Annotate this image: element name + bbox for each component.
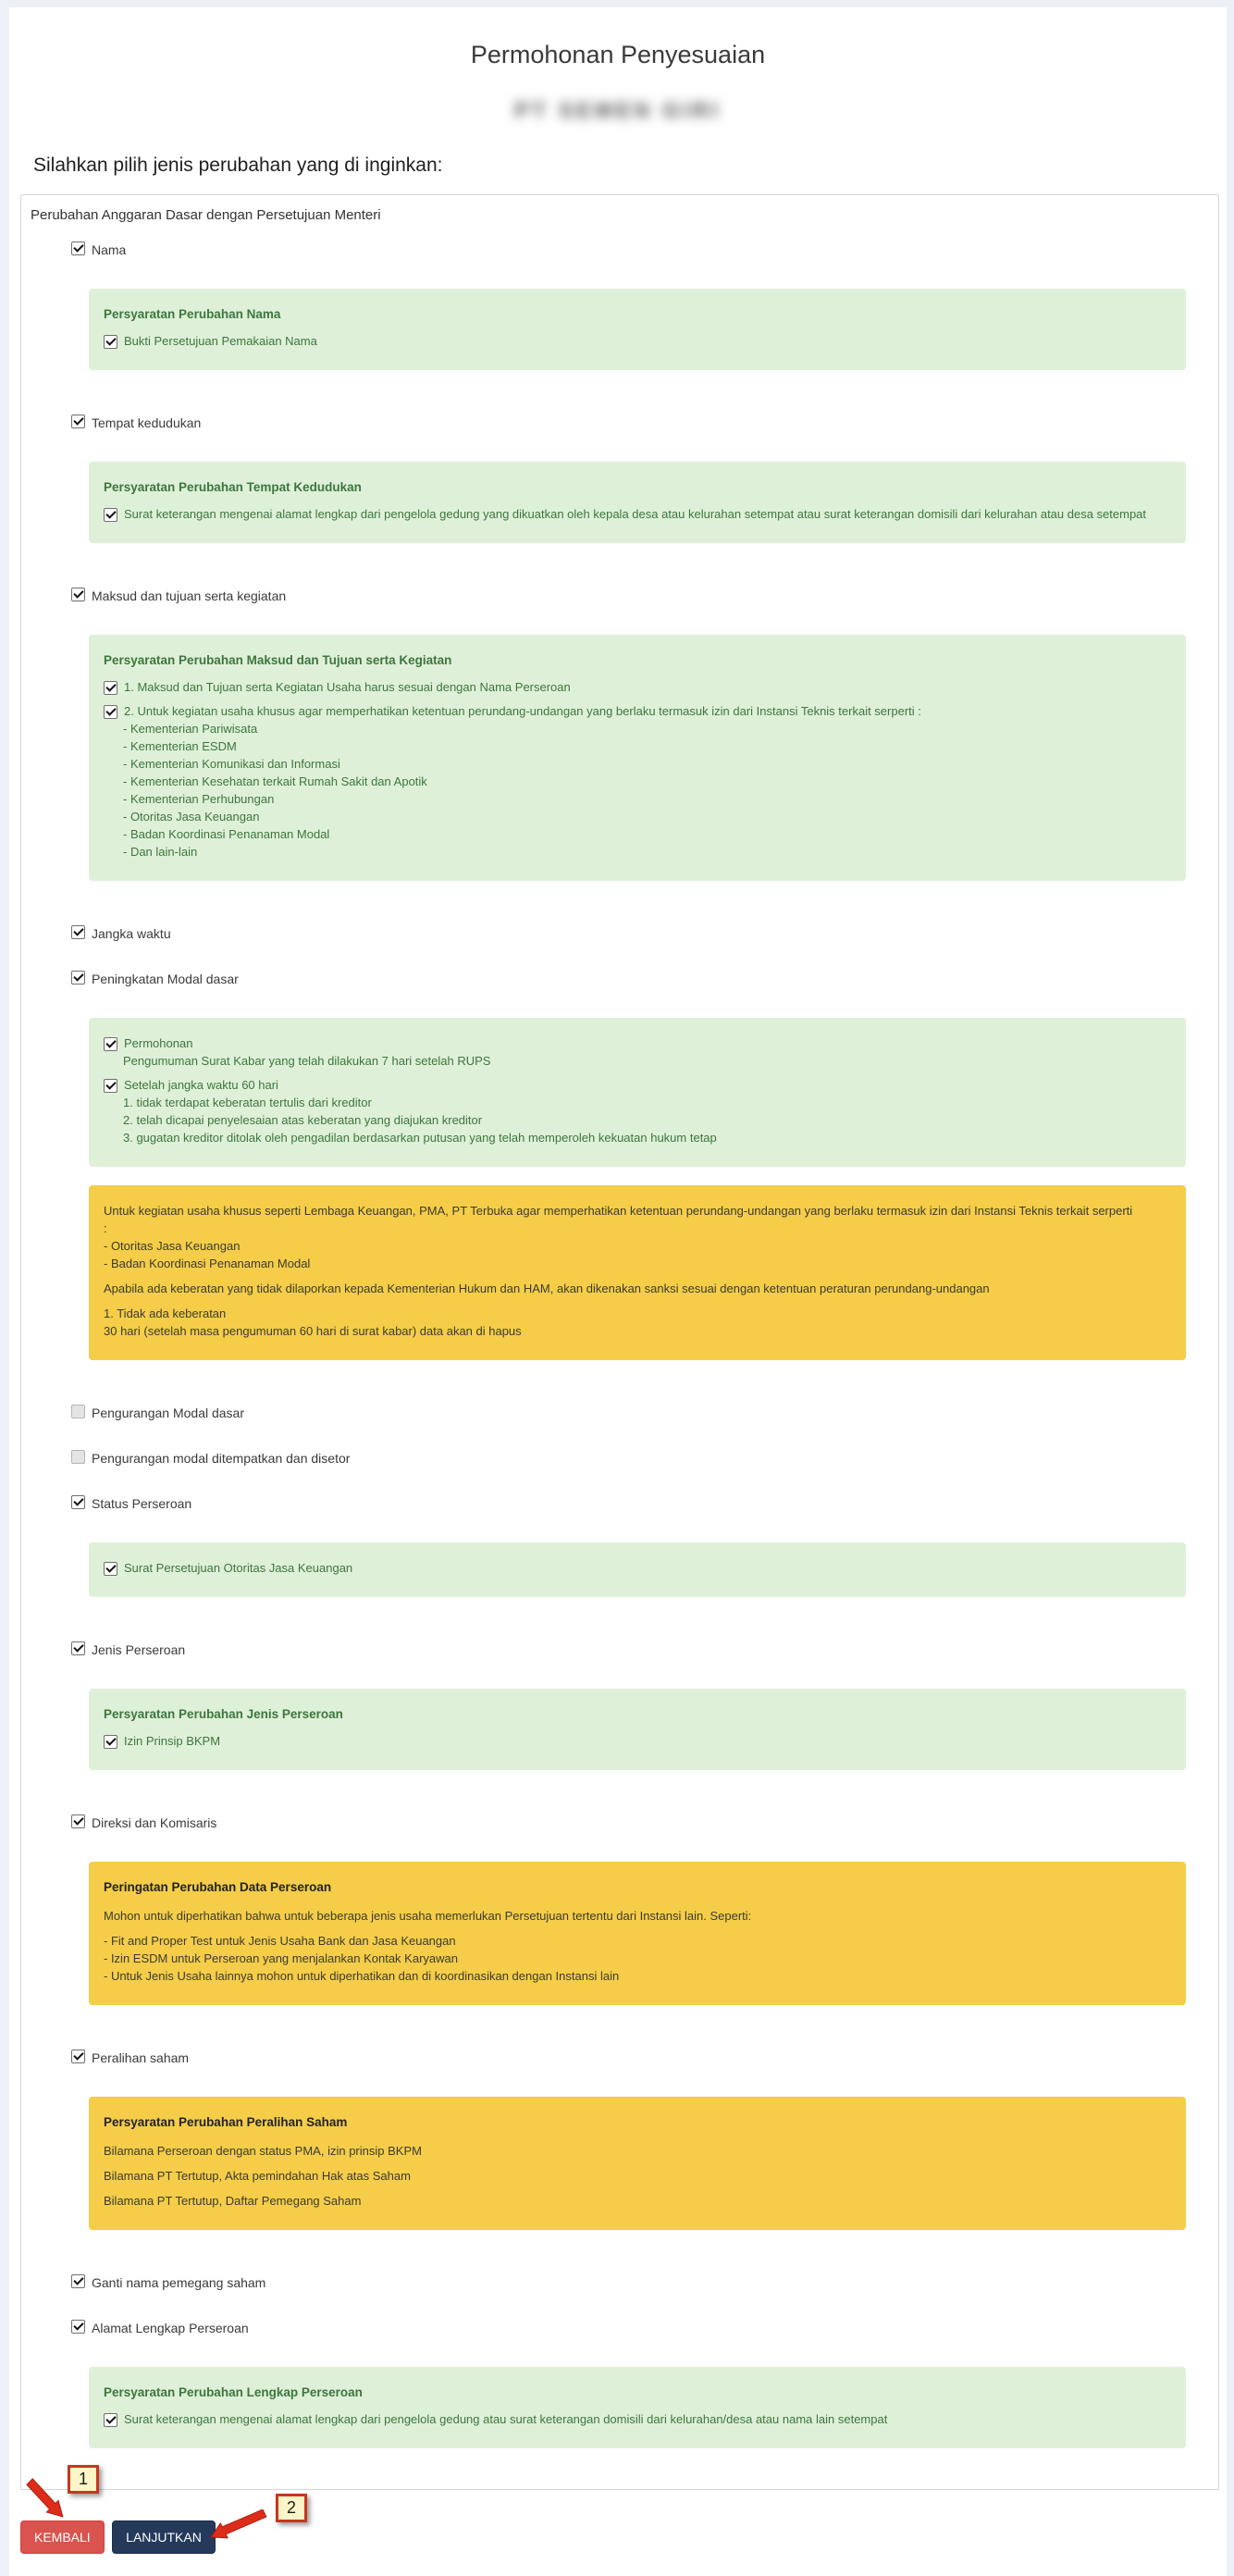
subline: 2. telah dicapai penyelesaian atas keberatan yang diajukan kreditor <box>123 1113 483 1127</box>
checkbox-peralihan-saham[interactable] <box>71 2050 85 2063</box>
subline: - Badan Koordinasi Penanaman Modal <box>123 827 330 841</box>
info-box-persyaratan-perubahan-nama <box>89 289 1186 370</box>
panel-body <box>21 240 1218 2448</box>
checkbox-row-izin-prinsip-bkpm[interactable] <box>104 1732 1177 1750</box>
annotation-arrow-2-icon <box>204 2509 270 2543</box>
checkbox-peningkatan-modal-dasar[interactable] <box>71 971 85 985</box>
checkbox-row-jangka-waktu[interactable] <box>71 923 1218 943</box>
box-lines <box>104 1202 1177 1272</box>
info-box-persyaratan-perubahan-peralihan-saham <box>89 2097 1186 2230</box>
checkbox-jangka-waktu[interactable] <box>71 925 85 939</box>
checkbox-maksud-dan-tujuan-serta-kegiatan[interactable] <box>71 588 85 601</box>
checkbox-row-surat-keterangan-mengenai-alamat-lengkap-d[interactable] <box>104 2410 1177 2428</box>
checkbox-pengurangan-modal-dasar[interactable] <box>71 1405 85 1418</box>
box-line: Untuk kegiatan usaha khusus seperti Lembaga Keuangan, PMA, PT Terbuka agar memperhatikan ketentuan perundang-undangan yang berlaku termasuk izin dari Instansi Teknis terkait serperti <box>104 1204 1133 1218</box>
box-heading-persyaratan-perubahan-nama: Persyaratan Perubahan Nama <box>104 307 281 321</box>
info-box-persyaratan-perubahan-tempat-kedudukan <box>89 462 1186 543</box>
box-line: : <box>104 1221 107 1235</box>
content-card <box>9 7 1227 2576</box>
checkbox-label: 1. Maksud dan Tujuan serta Kegiatan Usaha harus sesuai dengan Nama Perseroan <box>124 680 571 694</box>
checkbox-row-status-perseroan[interactable] <box>71 1493 1218 1513</box>
box-heading-peringatan-perubahan-data-perseroan: Peringatan Perubahan Data Perseroan <box>104 1880 332 1894</box>
checkbox-label: Surat keterangan mengenai alamat lengkap dari pengelola gedung atau surat keterangan domisili dari kelurahan/desa atau nama lain setempat <box>124 2412 888 2426</box>
checkbox-row-2-untuk-kegiatan-usaha-khusus-agar-memperh[interactable] <box>104 702 1177 720</box>
checkbox-row-direksi-dan-komisaris[interactable] <box>71 1813 1218 1832</box>
checkbox-row-alamat-lengkap-perseroan[interactable] <box>71 2318 1218 2337</box>
checkbox-label: Surat keterangan mengenai alamat lengkap dari pengelola gedung yang dikuatkan oleh kepala desa atau kelurahan setempat atau surat keterangan domisili dari kelurahan atau desa setempat <box>124 507 1147 521</box>
annotation-badge-2: 2 <box>276 2494 307 2522</box>
checkbox-row-pengurangan-modal-dasar[interactable] <box>71 1403 1218 1422</box>
annotation-arrow-1-icon <box>22 2476 68 2522</box>
sublines <box>123 720 1177 861</box>
box-heading-persyaratan-perubahan-lengkap-perseroan: Persyaratan Perubahan Lengkap Perseroan <box>104 2385 363 2399</box>
checkbox-row-surat-keterangan-mengenai-alamat-lengkap-d[interactable] <box>104 505 1177 523</box>
checkbox-row-surat-persetujuan-otoritas-jasa-keuangan[interactable] <box>104 1559 1177 1577</box>
checkbox-label: Nama <box>92 242 127 257</box>
checkbox-permohonan[interactable] <box>104 1037 117 1051</box>
info-box-persyaratan-perubahan-jenis-perseroan <box>89 1689 1186 1770</box>
checkbox-row-ganti-nama-pemegang-saham[interactable] <box>71 2273 1218 2292</box>
box-line: 30 hari (setelah masa pengumuman 60 hari di surat kabar) data akan di hapus <box>104 1324 522 1338</box>
box-heading-persyaratan-perubahan-tempat-kedudukan: Persyaratan Perubahan Tempat Kedudukan <box>104 480 362 494</box>
checkbox-label: Maksud dan tujuan serta kegiatan <box>92 588 287 603</box>
checkbox-setelah-jangka-waktu-60-hari[interactable] <box>104 1079 117 1093</box>
box-paragraph: Bilamana PT Tertutup, Daftar Pemegang Saham <box>104 2194 362 2208</box>
checkbox-label: Jangka waktu <box>92 926 171 941</box>
info-box-persyaratan-perubahan-lengkap-perseroan <box>89 2367 1186 2448</box>
box-paragraph: Apabila ada keberatan yang tidak dilaporkan kepada Kementerian Hukum dan HAM, akan dikenakan sanksi sesuai dengan ketentuan peraturan perundang-undangan <box>104 1282 990 1295</box>
box-heading-persyaratan-perubahan-jenis-perseroan: Persyaratan Perubahan Jenis Perseroan <box>104 1707 343 1721</box>
page-title: Permohonan Penyesuaian <box>470 41 766 68</box>
checkbox-row-permohonan[interactable] <box>104 1034 1177 1052</box>
subline: Pengumuman Surat Kabar yang telah dilakukan 7 hari setelah RUPS <box>123 1054 491 1068</box>
sublines <box>123 1094 1177 1146</box>
checkbox-nama[interactable] <box>71 242 85 255</box>
checkbox-row-pengurangan-modal-ditempatkan-dan-disetor[interactable] <box>71 1448 1218 1468</box>
checkbox-label: Status Perseroan <box>92 1496 192 1511</box>
checkbox-label: Pengurangan Modal dasar <box>92 1406 245 1420</box>
changes-panel <box>20 194 1219 2490</box>
box-paragraph: Bilamana PT Tertutup, Akta pemindahan Hak atas Saham <box>104 2169 411 2183</box>
checkbox-label: Pengurangan modal ditempatkan dan disetor <box>92 1451 351 1466</box>
panel-heading: Perubahan Anggaran Dasar dengan Persetujuan Menteri <box>31 207 381 223</box>
info-box-note-8 <box>89 1018 1186 1167</box>
checkbox-label: Surat Persetujuan Otoritas Jasa Keuangan <box>124 1561 353 1575</box>
box-paragraph: Mohon untuk diperhatikan bahwa untuk beberapa jenis usaha memerlukan Persetujuan tertentu dari Instansi lain. Seperti: <box>104 1909 752 1923</box>
checkbox-label: Permohonan <box>124 1036 193 1050</box>
checkbox-row-jenis-perseroan[interactable] <box>71 1640 1218 1659</box>
checkbox-row-peralihan-saham[interactable] <box>71 2048 1218 2067</box>
annotation-badge-1: 1 <box>68 2465 99 2494</box>
checkbox-surat-keterangan-mengenai-alamat-lengkap-d[interactable] <box>104 508 117 522</box>
subline: - Kementerian Komunikasi dan Informasi <box>123 757 340 771</box>
checkbox-2-untuk-kegiatan-usaha-khusus-agar-memperh[interactable] <box>104 705 117 719</box>
checkbox-label: Direksi dan Komisaris <box>92 1815 217 1830</box>
checkbox-ganti-nama-pemegang-saham[interactable] <box>71 2274 85 2288</box>
box-paragraph: Bilamana Perseroan dengan status PMA, izin prinsip BKPM <box>104 2144 422 2158</box>
checkbox-label: Peralihan saham <box>92 2050 190 2065</box>
checkbox-bukti-persetujuan-pemakaian-nama[interactable] <box>104 335 117 349</box>
checkbox-row-bukti-persetujuan-pemakaian-nama[interactable] <box>104 332 1177 350</box>
info-box-note-9 <box>89 1185 1186 1360</box>
subline: - Dan lain-lain <box>123 845 198 859</box>
checkbox-label: Bukti Persetujuan Pemakaian Nama <box>124 334 317 348</box>
box-lines <box>104 1932 1177 1985</box>
subline: - Kementerian ESDM <box>123 739 237 753</box>
checkbox-1-maksud-dan-tujuan-serta-kegiatan-usaha-h[interactable] <box>104 681 117 695</box>
box-line: - Untuk Jenis Usaha lainnya mohon untuk diperhatikan dan di koordinasikan dengan Instansi lain <box>104 1969 620 1983</box>
checkbox-surat-persetujuan-otoritas-jasa-keuangan[interactable] <box>104 1562 117 1576</box>
info-box-peringatan-perubahan-data-perseroan <box>89 1862 1186 2005</box>
checkbox-direksi-dan-komisaris[interactable] <box>71 1814 85 1828</box>
checkbox-label: Peningkatan Modal dasar <box>92 972 239 986</box>
box-heading-persyaratan-perubahan-peralihan-saham: Persyaratan Perubahan Peralihan Saham <box>104 2115 348 2129</box>
subline: - Otoritas Jasa Keuangan <box>123 810 260 824</box>
subline: - Kementerian Perhubungan <box>123 792 275 806</box>
checkbox-label: Jenis Perseroan <box>92 1642 186 1657</box>
kembali-button[interactable]: KEMBALI <box>20 2520 105 2554</box>
info-box-note-13 <box>89 1542 1186 1597</box>
checkbox-row-nama[interactable] <box>71 240 1218 259</box>
box-line: - Fit and Proper Test untuk Jenis Usaha Bank dan Jasa Keuangan <box>104 1934 456 1948</box>
box-line: 1. Tidak ada keberatan <box>104 1307 227 1320</box>
box-line: - Badan Koordinasi Penanaman Modal <box>104 1257 311 1270</box>
checkbox-pengurangan-modal-ditempatkan-dan-disetor[interactable] <box>71 1450 85 1464</box>
subline: - Kementerian Kesehatan terkait Rumah Sakit dan Apotik <box>123 774 427 788</box>
instruction-text: Silahkan pilih jenis perubahan yang di inginkan: <box>33 155 443 176</box>
footer-actions <box>9 2470 1227 2561</box>
box-line: - Otoritas Jasa Keuangan <box>104 1239 241 1253</box>
checkbox-label: Ganti nama pemegang saham <box>92 2275 266 2290</box>
subline: 1. tidak terdapat keberatan tertulis dari kreditor <box>123 1096 372 1109</box>
checkbox-status-perseroan[interactable] <box>71 1495 85 1509</box>
sublines <box>123 1052 1177 1070</box>
info-box-persyaratan-perubahan-maksud-dan-tujuan-se <box>89 635 1186 881</box>
checkbox-izin-prinsip-bkpm[interactable] <box>104 1735 117 1749</box>
checkbox-row-maksud-dan-tujuan-serta-kegiatan[interactable] <box>71 586 1218 605</box>
checkbox-surat-keterangan-mengenai-alamat-lengkap-d[interactable] <box>104 2413 117 2427</box>
checkbox-row-setelah-jangka-waktu-60-hari[interactable] <box>104 1076 1177 1094</box>
checkbox-label: Tempat kedudukan <box>92 415 202 430</box>
checkbox-label: 2. Untuk kegiatan usaha khusus agar memperhatikan ketentuan perundang-undangan yang berlaku termasuk izin dari Instansi Teknis terkait serperti : <box>124 704 921 718</box>
checkbox-label: Setelah jangka waktu 60 hari <box>124 1078 278 1092</box>
checkbox-row-1-maksud-dan-tujuan-serta-kegiatan-usaha-h[interactable] <box>104 678 1177 696</box>
checkbox-row-peningkatan-modal-dasar[interactable] <box>71 969 1218 988</box>
checkbox-label: Izin Prinsip BKPM <box>124 1734 221 1748</box>
box-lines <box>104 1305 1177 1340</box>
company-name: PT SEMEN GIRI <box>514 98 722 122</box>
checkbox-row-tempat-kedudukan[interactable] <box>71 413 1218 432</box>
subline: 3. gugatan kreditor ditolak oleh pengadilan berdasarkan putusan yang telah memperoleh kekuatan hukum tetap <box>123 1131 717 1145</box>
subline: - Kementerian Pariwisata <box>123 722 258 736</box>
lanjutkan-button[interactable]: LANJUTKAN <box>112 2520 216 2554</box>
checkbox-alamat-lengkap-perseroan[interactable] <box>71 2320 85 2334</box>
box-heading-persyaratan-perubahan-maksud-dan-tujuan-se: Persyaratan Perubahan Maksud dan Tujuan serta Kegiatan <box>104 653 452 667</box>
checkbox-label: Alamat Lengkap Perseroan <box>92 2321 249 2335</box>
box-line: - Izin ESDM untuk Perseroan yang menjalankan Kontak Karyawan <box>104 1951 458 1965</box>
checkbox-jenis-perseroan[interactable] <box>71 1641 85 1655</box>
checkbox-tempat-kedudukan[interactable] <box>71 415 85 428</box>
